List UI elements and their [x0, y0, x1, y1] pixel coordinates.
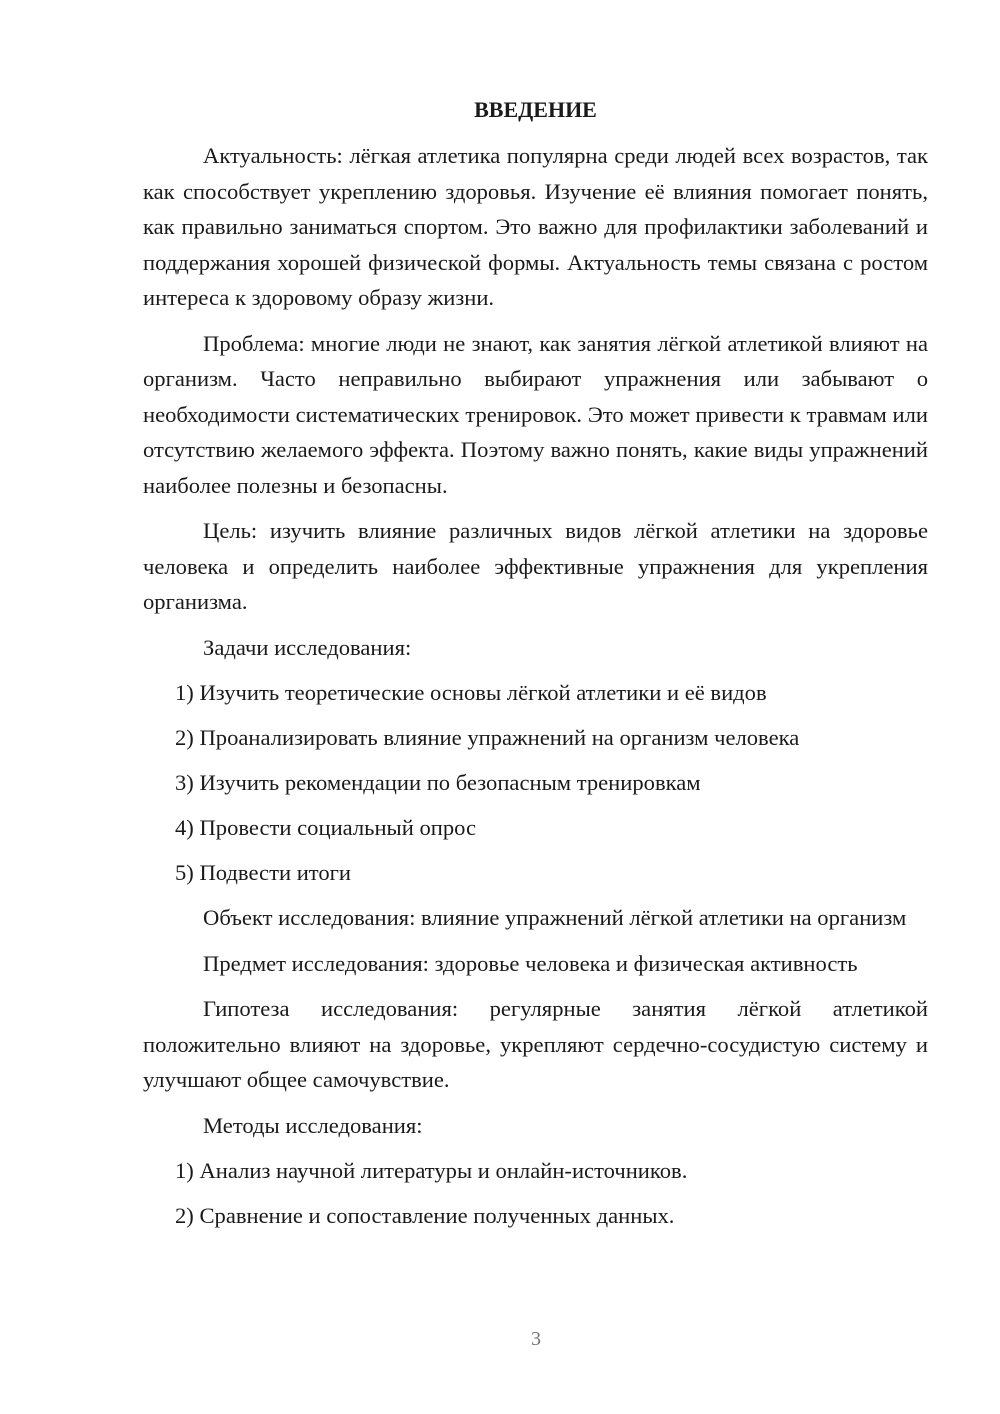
hypothesis-paragraph: Гипотеза исследования: регулярные занятия лёгкой атлетикой положительно влияют на здоровье, укрепляют сердечно-сосудистую систему и улучшают общее самочувствие.: [143, 996, 928, 1092]
problem-paragraph: Проблема: многие люди не знают, как занятия лёгкой атлетикой влияют на организм. Часто неправильно выбирают упражнения или забывают о необходимости систематических тренировок. Это может привести к травмам или отсутствию желаемого эффекта. Поэтому важно понять, какие виды упражнений наиболее полезны и безопасны.: [143, 330, 928, 498]
tasks-heading: Задачи исследования:: [203, 634, 412, 660]
list-item: 3) Изучить рекомендации по безопасным тренировкам: [175, 770, 701, 795]
goal-paragraph: Цель: изучить влияние различных видов лёгкой атлетики на здоровье человека и определить наиболее эффективные упражнения для укрепления организма.: [143, 518, 928, 614]
list-item: 5) Подвести итоги: [175, 860, 352, 885]
tasks-list: [143, 675, 928, 891]
methods-list: [143, 1153, 928, 1234]
list-item: 1) Изучить теоретические основы лёгкой атлетики и её видов: [175, 680, 767, 705]
relevance-paragraph: Актуальность: лёгкая атлетика популярна среди людей всех возрастов, так как способствует укреплению здоровья. Изучение её влияния помогает понять, как правильно заниматься спортом. Это важно для профилактики заболеваний и поддержания хорошей физической формы. Актуальность темы связана с ростом интереса к здоровому образу жизни.: [143, 143, 928, 310]
object-paragraph: Объект исследования: влияние упражнений лёгкой атлетики на организм: [203, 905, 907, 930]
list-item: 1) Анализ научной литературы и онлайн-источников.: [175, 1158, 688, 1183]
page-title: ВВЕДЕНИЕ: [474, 97, 597, 122]
subject-paragraph: Предмет исследования: здоровье человека и физическая активность: [203, 950, 858, 976]
document-page: [143, 92, 928, 1243]
list-item: 2) Проанализировать влияние упражнений на организм человека: [175, 725, 800, 750]
methods-heading: Методы исследования:: [203, 1112, 423, 1138]
list-item: 4) Провести социальный опрос: [175, 815, 477, 840]
list-item: 2) Сравнение и сопоставление полученных данных.: [175, 1203, 675, 1228]
page-number: 3: [531, 1328, 541, 1350]
